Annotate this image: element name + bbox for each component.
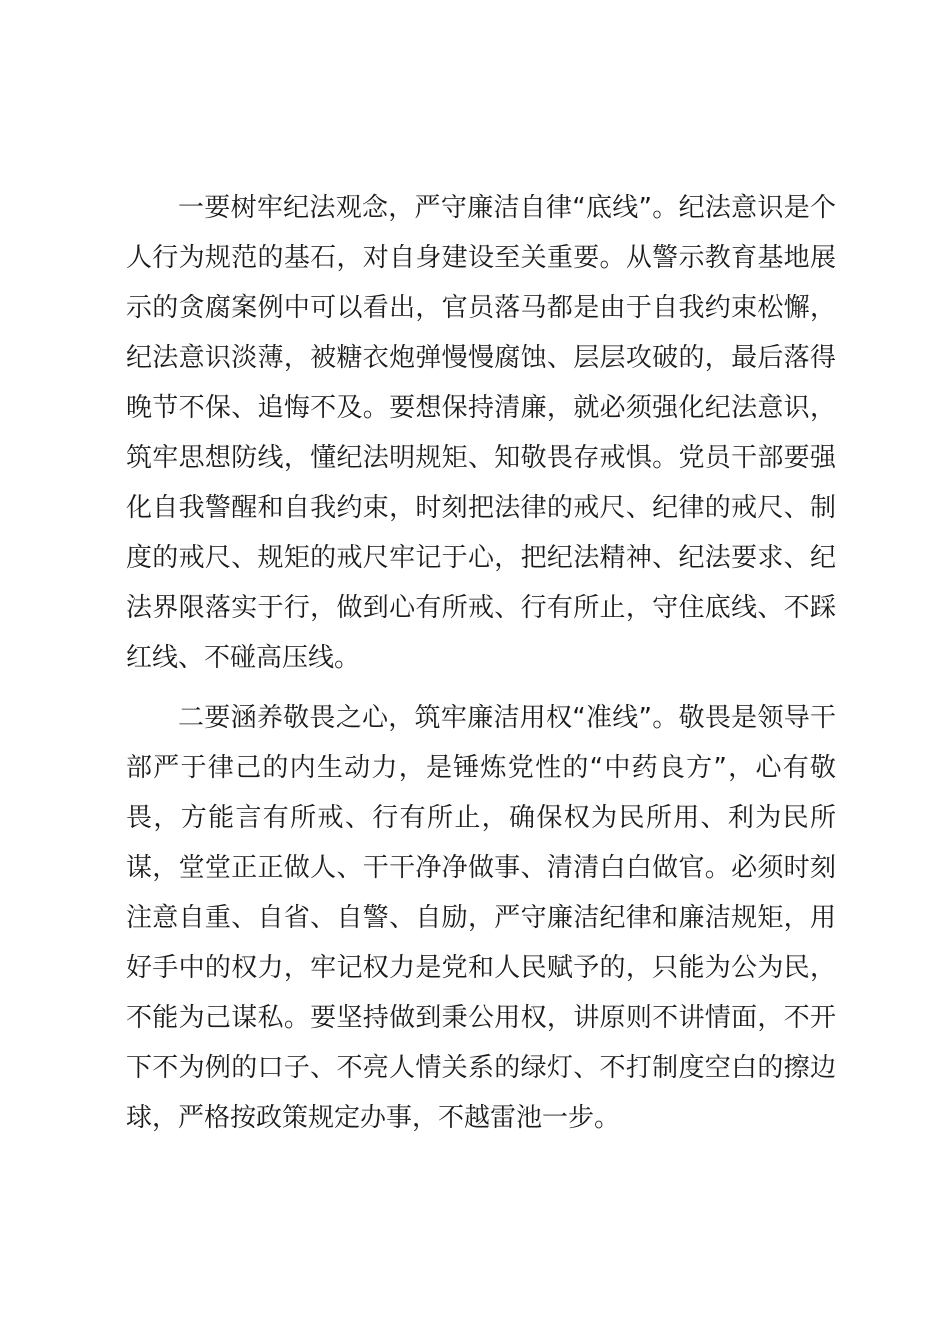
paragraph-discipline-bottom-line: 一要树牢纪法观念，严守廉洁自律“底线”。纪法意识是个人行为规范的基石，对自身建设至关重要。从警示教育基地展示的贪腐案例中可以看出，官员落马都是由于自我约束松懈，纪法意识淡薄，被糖衣炮弹慢慢腐蚀、层层攻破的，最后落得晚节不保、追悔不及。要想保持清廉，就必须强化纪法意识，筑牢思想防线，懂纪法明规矩、知敬畏存戒惧。党员干部要强化自我警醒和自我约束，时刻把法律的戒尺、纪律的戒尺、制度的戒尺、规矩的戒尺牢记于心，把纪法精神、纪法要求、纪法界限落实于行，做到心有所戒、行有所止，守住底线、不踩红线、不碰高压线。 (126, 193, 836, 673)
paragraph-reverence-power-line: 二要涵养敬畏之心，筑牢廉洁用权“准线”。敬畏是领导干部严于律己的内生动力，是锤炼党性的“中药良方”，心有敬畏，方能言有所戒、行有所止，确保权为民所用、利为民所谋，堂堂正正做人、干干净净做事、清清白白做官。必须时刻注意自重、自省、自警、自励，严守廉洁纪律和廉洁规矩，用好手中的权力，牢记权力是党和人民赋予的，只能为公为民，不能为己谋私。要坚持做到秉公用权，讲原则不讲情面，不开下不为例的口子、不亮人情关系的绿灯、不打制度空白的擦边球，严格按政策规定办事，不越雷池一步。 (126, 703, 836, 1133)
